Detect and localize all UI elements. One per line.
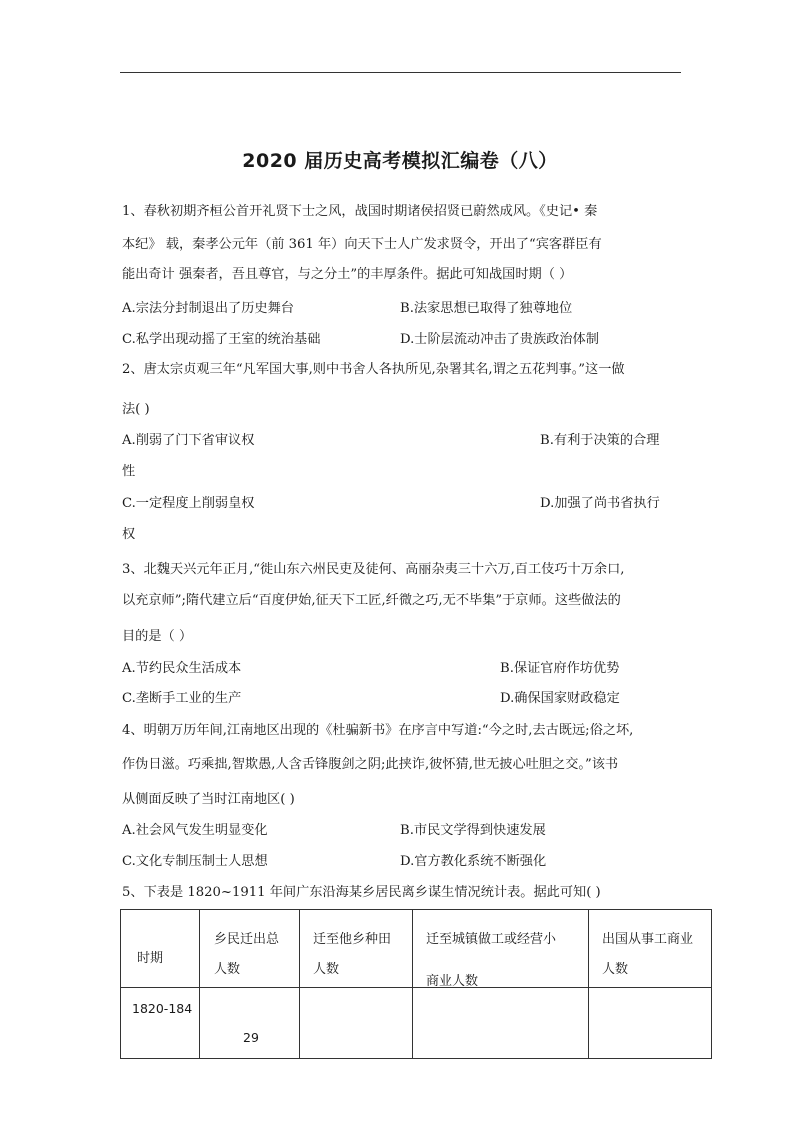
q4-option-c: C.文化专制压制士人思想 — [122, 854, 268, 869]
header-period — [121, 910, 200, 988]
q4-stem-line-3: 从侧面反映了当时江南地区( ) — [122, 792, 295, 807]
q4-option-d: D.官方教化系统不断强化 — [400, 854, 547, 869]
row-farm-cell — [300, 988, 413, 1059]
q2-stem-line-2: 法( ) — [122, 402, 150, 417]
q2-option-a: A.削弱了门下省审议权 — [122, 433, 255, 448]
header-farm — [300, 910, 413, 988]
q2-option-b: B.有利于决策的合理 — [540, 433, 660, 448]
q1-stem-line-2: 本纪》 载，秦孝公元年（前 361 年）向天下士人广发求贤令，开出了“宾客群臣有 — [122, 237, 602, 252]
q1-stem-line-1: 1、春秋初期齐桓公首开礼贤下士之风，战国时期诸侯招贤已蔚然成风。《史记• 秦 — [122, 204, 598, 219]
q1-stem-line-3: 能出奇计 强秦者，吾且尊官，与之分土”的丰厚条件。据此可知战国时期（ ） — [122, 267, 573, 282]
emigration-statistics-table — [120, 909, 712, 1059]
row-total-cell — [200, 988, 300, 1059]
row-abroad-cell — [589, 988, 712, 1059]
q2-option-d: D.加强了尚书省执行 — [540, 496, 660, 511]
q2-stem-line-1: 2、唐太宗贞观三年“凡军国大事,则中书舍人各执所见,杂署其名,谓之五花判事。”这一做 — [122, 362, 625, 377]
q5-stem-line-1: 5、下表是 1820~1911 年间广东沿海某乡居民离乡谋生情况统计表。据此可知( ) — [122, 885, 601, 900]
q1-option-b: B.法家思想已取得了独尊地位 — [400, 301, 573, 316]
row-total-value: 29 — [243, 1030, 259, 1045]
header-period-label: 时期 — [137, 951, 164, 966]
header-total-line-2: 人数 — [214, 962, 241, 977]
q2-option-d-continued: 权 — [122, 527, 136, 542]
page-title: 2020 届历史高考模拟汇编卷（八） — [242, 150, 558, 172]
q1-option-d: D.士阶层流动冲击了贵族政治体制 — [400, 332, 599, 347]
header-total — [200, 910, 300, 988]
q3-stem-line-2: 以充京师”;隋代建立后“百度伊始,征天下工匠,纤微之巧,无不毕集”于京师。这些做法的 — [122, 593, 621, 608]
row-period-cell — [121, 988, 200, 1059]
table-row — [121, 988, 712, 1059]
q3-option-a: A.节约民众生活成本 — [122, 661, 242, 676]
row-city-cell — [413, 988, 589, 1059]
table-header-row — [121, 910, 712, 988]
header-abroad-line-2: 人数 — [602, 962, 629, 977]
q3-stem-line-1: 3、北魏天兴元年正月,“徙山东六州民吏及徒何、高丽杂夷三十六万,百工伎巧十万余口, — [122, 562, 625, 577]
q2-option-b-continued: 性 — [122, 464, 136, 479]
q2-option-c: C.一定程度上削弱皇权 — [122, 496, 255, 511]
q4-option-b: B.市民文学得到快速发展 — [400, 823, 546, 838]
q4-stem-line-1: 4、明朝万历年间,江南地区出现的《杜骗新书》在序言中写道:“今之时,去古既远;俗之坏, — [122, 723, 634, 738]
header-abroad-line-1: 出国从事工商业 — [602, 932, 694, 947]
q3-option-c: C.垄断手工业的生产 — [122, 691, 242, 706]
header-city-line-1: 迁至城镇做工或经营小 — [426, 932, 557, 947]
header-farm-line-2: 人数 — [313, 962, 340, 977]
header-city-line-2: 商业人数 — [426, 974, 479, 989]
q1-option-c: C.私学出现动摇了王室的统治基础 — [122, 332, 321, 347]
q4-option-a: A.社会风气发生明显变化 — [122, 823, 268, 838]
q3-stem-line-3: 目的是（ ） — [122, 629, 193, 644]
header-farm-line-1: 迁至他乡种田 — [313, 932, 392, 947]
q3-option-b: B.保证官府作坊优势 — [500, 661, 620, 676]
q3-option-d: D.确保国家财政稳定 — [500, 691, 620, 706]
q4-stem-line-2: 作伪日滋。巧乘拙,智欺愚,人含舌锋腹剑之阴;此挟诈,彼怀猜,世无披心吐胆之交。”该书 — [122, 757, 619, 772]
header-total-line-1: 乡民迁出总 — [214, 932, 280, 947]
q1-option-a: A.宗法分封制退出了历史舞台 — [122, 301, 294, 316]
header-rule — [120, 72, 681, 73]
row-period-value: 1820-184 — [132, 1001, 193, 1016]
header-abroad — [589, 910, 712, 988]
header-city — [413, 910, 589, 988]
